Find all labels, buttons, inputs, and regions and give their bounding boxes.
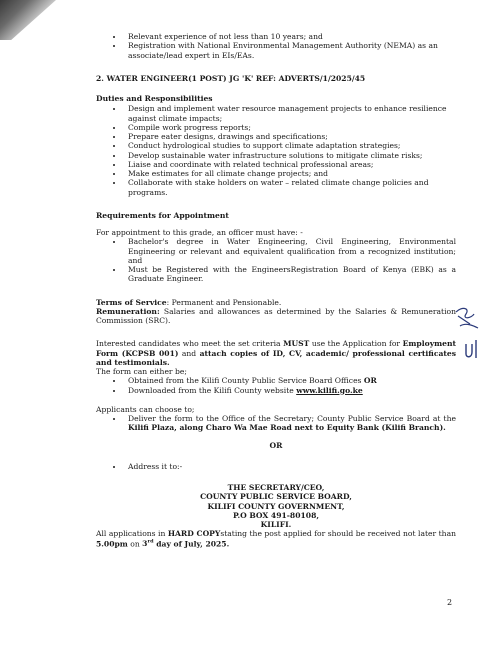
position-heading: 2. WATER ENGINEER(1 POST) JG 'K' REF: ADVERTS/1/2025/45 bbox=[96, 73, 366, 83]
list-item bbox=[124, 386, 456, 395]
closing-text: All applications in bbox=[96, 529, 168, 539]
list-item: • Bachelor's degree in Water Engineering, Civil Engineering, Environmental Engineering or relevant and equivalent qualification from a recognized institution; and bbox=[124, 237, 456, 265]
closing-text: on bbox=[127, 539, 143, 549]
requirements-intro: For appointment to this grade, an officer must have: - bbox=[96, 228, 303, 237]
attachments-required: attach copies of ID, CV, academic/ professional certificates and testimonials. bbox=[96, 348, 456, 367]
document-body bbox=[96, 32, 456, 548]
scan-edge-shadow bbox=[0, 0, 56, 40]
application-form-name: Employment Form (KCPSB 001) bbox=[96, 339, 456, 358]
hard-copy-emphasis: HARD COPY bbox=[167, 529, 221, 539]
address-line: THE SECRETARY/CEO, bbox=[227, 483, 325, 492]
deadline-time: 5.00pm bbox=[96, 539, 128, 549]
address-line: COUNTY PUBLIC SERVICE BOARD, bbox=[200, 492, 352, 502]
list-item: • Address it to:- bbox=[124, 462, 456, 471]
requirements-list bbox=[106, 237, 456, 283]
delivery-list bbox=[106, 414, 456, 433]
download-text: Downloaded from the Kilifi County website bbox=[128, 385, 297, 395]
address-intro-list bbox=[106, 462, 456, 471]
list-item: • Relevant experience of not less than 10 years; and bbox=[124, 32, 456, 41]
deadline-date: day of July, 2025. bbox=[153, 539, 230, 549]
terms-of-service bbox=[96, 298, 456, 307]
application-paragraph bbox=[96, 339, 456, 367]
form-either: The form can either be; bbox=[96, 367, 187, 376]
address-line: P.O BOX 491-80108, bbox=[233, 510, 319, 520]
postal-address bbox=[96, 483, 456, 529]
office-location: Kilifi Plaza, along Charo Wa Mae Road next to Equity Bank (Kilifi Branch). bbox=[128, 423, 446, 433]
obtain-text: Obtained from the Kilifi County Public Service Board Offices bbox=[128, 376, 364, 386]
address-line: KILIFI COUNTY GOVERNMENT, bbox=[207, 501, 345, 511]
application-text: use the Application for bbox=[309, 339, 403, 349]
list-item: • Collaborate with stake holders on water – related climate change policies and programs. bbox=[124, 178, 456, 197]
remuneration-label: Remuneration: bbox=[96, 306, 160, 316]
duties-title: Duties and Responsibilities bbox=[96, 94, 213, 103]
deadline-day-number: 3 bbox=[142, 539, 148, 549]
list-item: • Conduct hydrological studies to support climate adaptation strategies; bbox=[124, 141, 456, 150]
application-text: and bbox=[178, 348, 200, 358]
list-item: • Compile work progress reports; bbox=[124, 123, 456, 132]
deadline-day-suffix: rd bbox=[147, 538, 154, 545]
terms-value: : Permanent and Pensionable. bbox=[166, 297, 282, 307]
list-item: • Registration with National Environmental Management Authority (NEMA) as an associate/lead expert in EIs/EAs. bbox=[124, 41, 456, 60]
must-emphasis: MUST bbox=[283, 339, 310, 349]
list-item: • Develop sustainable water infrastructure solutions to mitigate climate risks; bbox=[124, 151, 456, 160]
address-line: KILIFI. bbox=[260, 520, 292, 529]
or-emphasis: OR bbox=[363, 376, 377, 386]
list-item bbox=[124, 414, 456, 433]
or-divider: OR bbox=[269, 440, 283, 450]
remuneration bbox=[96, 307, 456, 326]
closing-text: stating the post applied for should be received not later than bbox=[220, 529, 456, 539]
list-item: • Liaise and coordinate with related technical professional areas; bbox=[124, 160, 456, 169]
list-item: • Must be Registered with the EngineersRegistration Board of Kenya (EBK) as a Graduate Engineer. bbox=[124, 265, 456, 284]
choose-intro: Applicants can choose to; bbox=[96, 404, 195, 414]
intro-bullet-list bbox=[106, 32, 456, 60]
list-item bbox=[124, 376, 456, 385]
requirements-title: Requirements for Appointment bbox=[96, 210, 229, 220]
form-source-list bbox=[106, 376, 456, 395]
list-item: • Make estimates for all climate change projects; and bbox=[124, 169, 456, 178]
list-item: • Prepare eater designs, drawings and specifications; bbox=[124, 132, 456, 141]
duties-list bbox=[106, 104, 456, 197]
website-link[interactable]: www.kilifi.go.ke bbox=[296, 385, 363, 395]
deliver-text: Deliver the form to the Office of the Secretary; County Public Service Board at the bbox=[128, 414, 456, 423]
application-text: Interested candidates who meet the set criteria bbox=[96, 339, 284, 349]
terms-label: Terms of Service bbox=[96, 297, 167, 307]
deadline-day bbox=[142, 539, 153, 548]
page-number: 2 bbox=[447, 598, 453, 607]
remuneration-value: Salaries and allowances as determined by the Salaries & Remuneration Commission (SRC). bbox=[96, 306, 456, 325]
handwritten-initials-signature bbox=[452, 304, 480, 364]
closing-paragraph bbox=[96, 529, 456, 548]
list-item: • Design and implement water resource management projects to enhance resilience against climate impacts; bbox=[124, 104, 456, 123]
